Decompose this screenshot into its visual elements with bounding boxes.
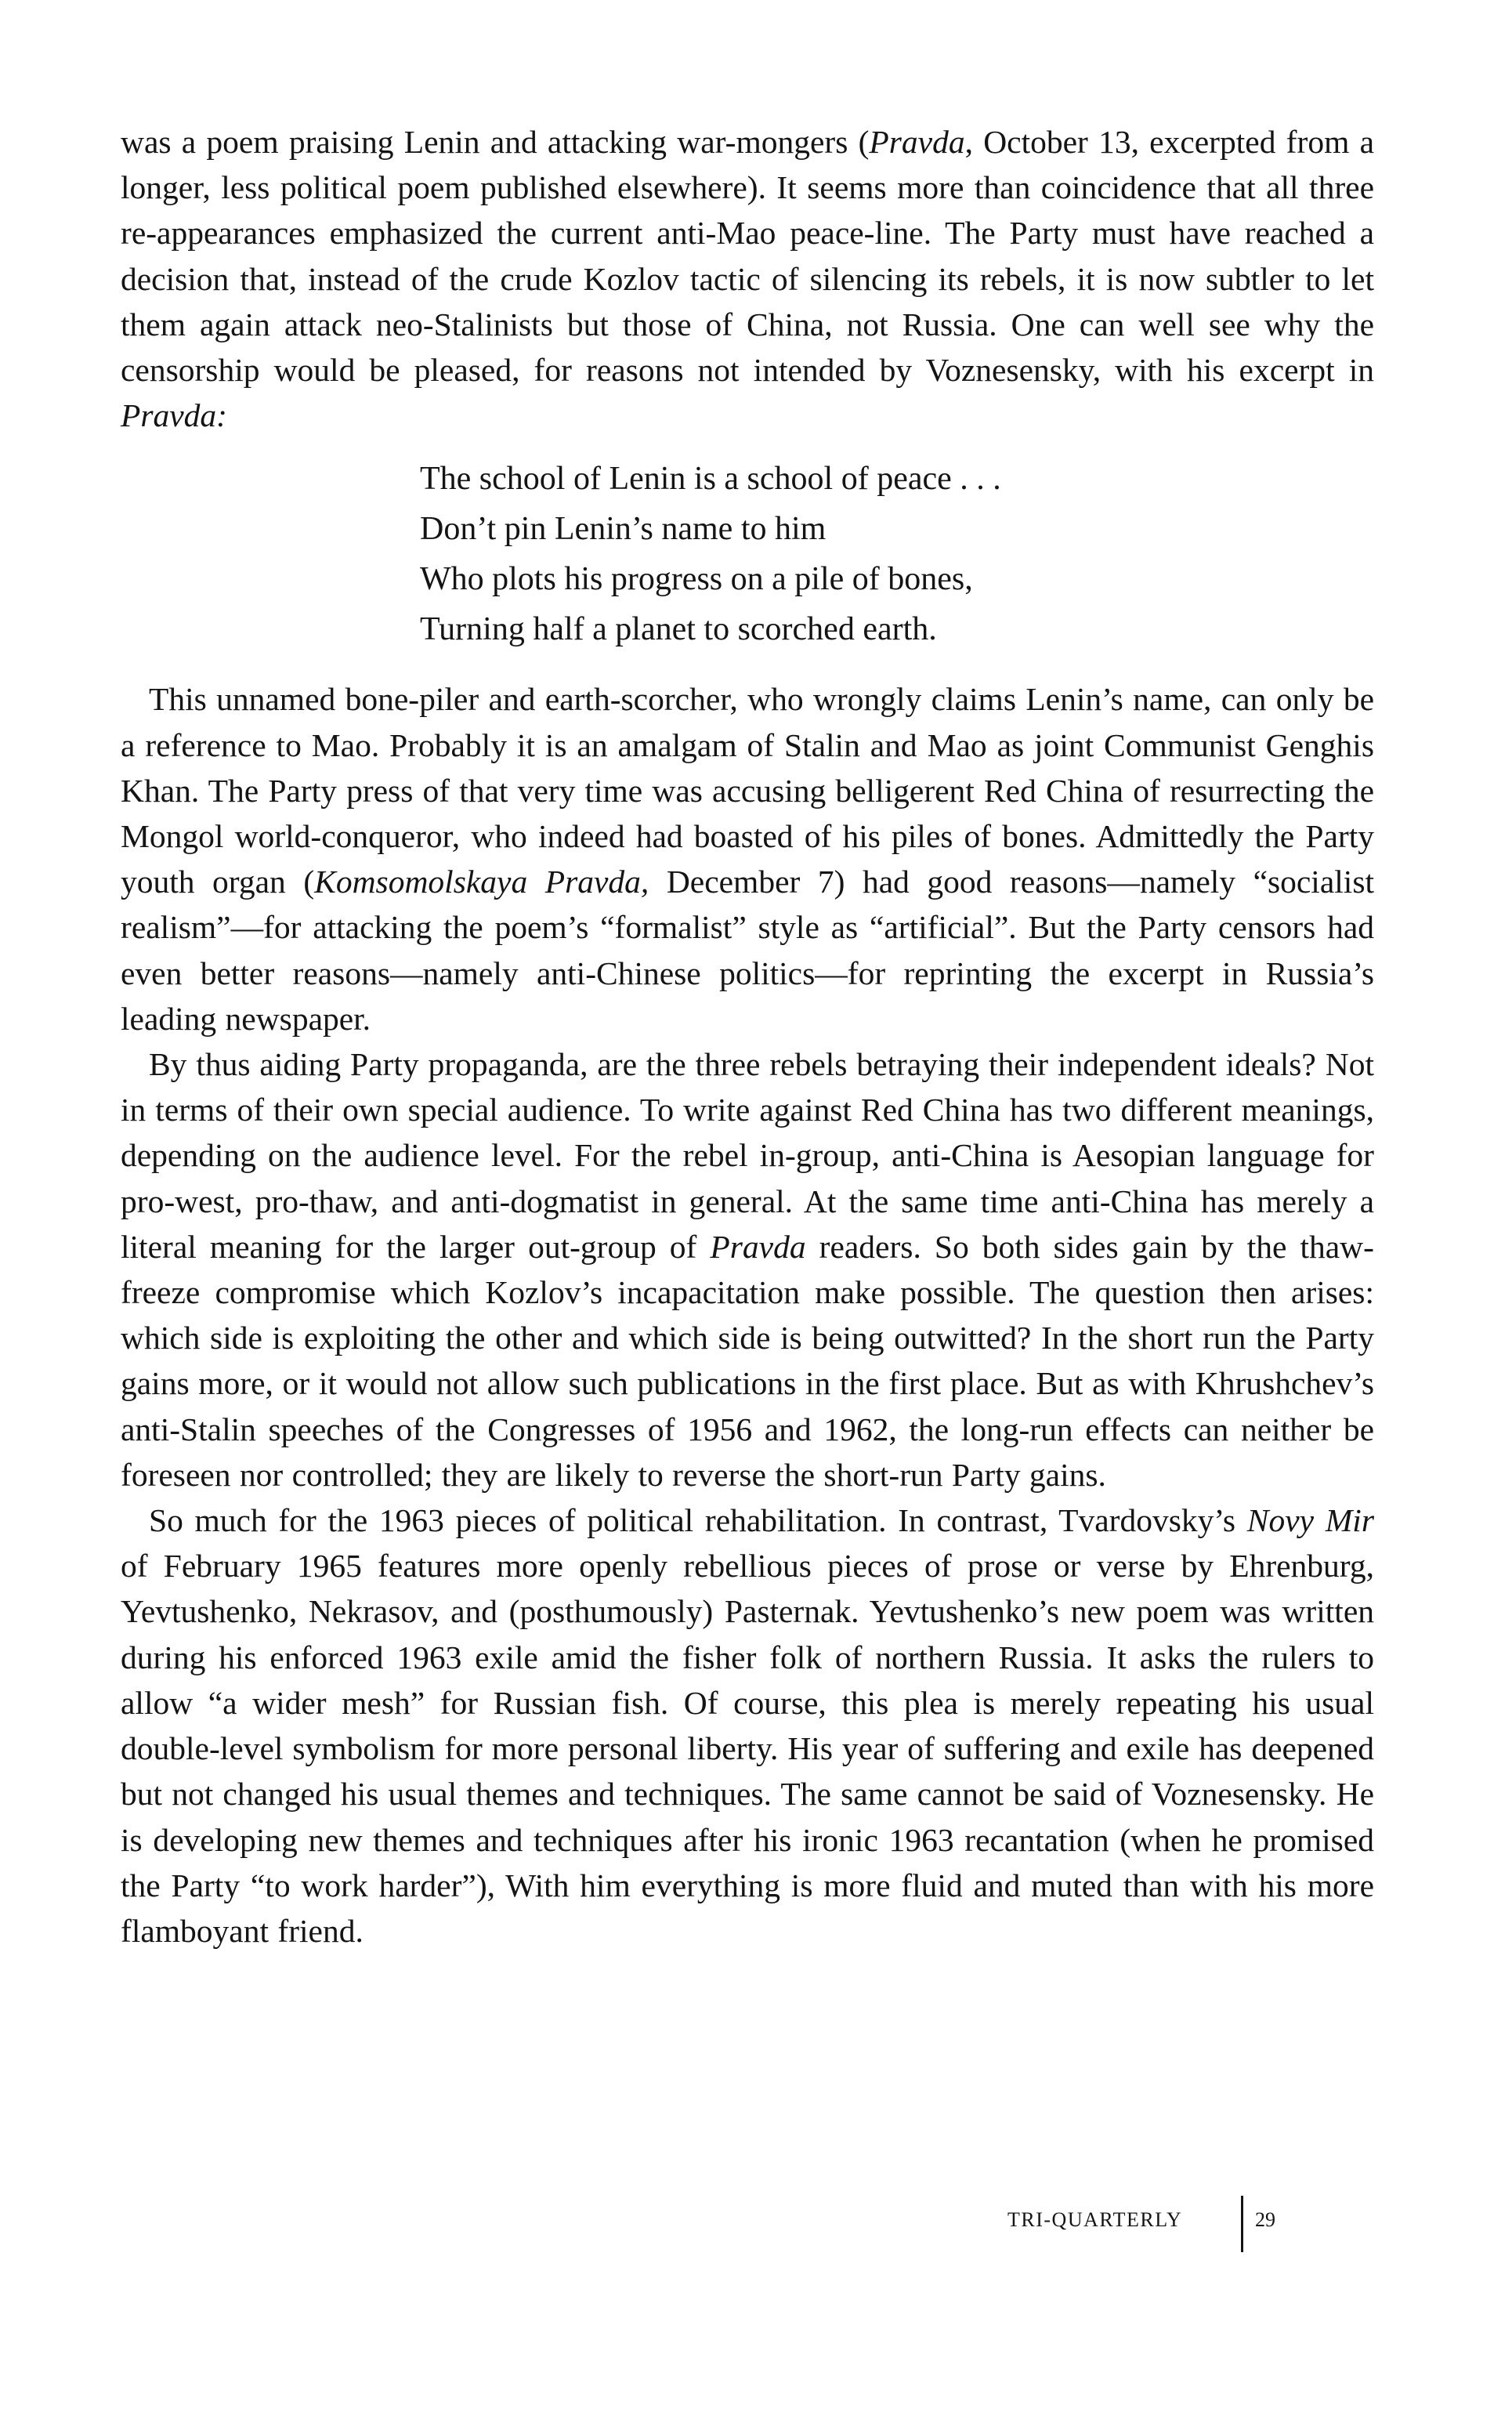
page-number: 29 xyxy=(1255,2208,1275,2231)
verse-line: Turning half a planet to scorched earth. xyxy=(420,611,937,648)
paragraph-3-text-a: By thus aiding Party propaganda, are the three rebels betraying their independent ideals? Not in terms of their own special audience. To write against Red China has two different meanings, depending on the audience level. For the rebel in-group, anti-China is Aesopian language for pro-west, pro-thaw, and anti-dogmatist in general. At the same time anti-China has merely a literal meaning for the larger out-group of xyxy=(121,1046,1374,1265)
paragraph-2-text-c: December 7) had good reasons—namely “socialist realism”—for attacking the poem’s “formalist” style as “artificial”. But the Party censors had even better reasons—namely anti-Chinese politics—for reprinting the excerpt in Russia’s leading newspaper. xyxy=(121,864,1374,1037)
verse-line: Don’t pin Lenin’s name to him xyxy=(420,511,827,548)
paragraph-1-italic-pravda-end: Pravda: xyxy=(121,397,227,434)
paragraph-2 xyxy=(121,676,1374,1041)
paragraph-1-text-c: , October 13, excerpted from a longer, less political poem published elsewhere). It seems more than coincidence that all three re-appearances emphasized the current anti-Mao peace-line. The Party must have reached a decision that, instead of the crude Kozlov tactic of silencing its rebels, it is now subtler to let them again attack neo-Stalinists but those of China, not Russia. One can well see why the censorship would be pleased, for reasons not intended by Voznesensky, with his excerpt in xyxy=(121,124,1374,389)
paragraph-4 xyxy=(121,1498,1374,1954)
page-footer xyxy=(1007,2196,1321,2258)
paragraph-2-italic-komsomolskaya: Komsomolskaya Pravda, xyxy=(314,864,649,900)
paragraph-4-text-a: So much for the 1963 pieces of political rehabilitation. In contrast, Tvardovsky’s xyxy=(149,1502,1247,1539)
paragraph-1 xyxy=(121,119,1374,438)
verse-quotation xyxy=(420,454,1374,654)
paragraph-3-text-c: readers. So both sides gain by the thaw-freeze compromise which Kozlov’s incapacitation make possible. The question then arises: which side is exploiting the other and which side is being outwitted? In the short run the Party gains more, or it would not allow such publications in the first place. But as with Khrushchev’s anti-Stalin speeches of the Congresses of 1956 and 1962, the long-run effects can neither be foreseen nor controlled; they are likely to reverse the short-run Party gains. xyxy=(121,1228,1374,1493)
paragraph-1-text-a: was a poem praising Lenin and attacking war-mongers ( xyxy=(121,124,870,160)
verse-line: Who plots his progress on a pile of bones, xyxy=(420,561,973,598)
paragraph-1-italic-pravda: Pravda xyxy=(869,124,965,160)
paragraph-2-text-a: This unnamed bone-piler and earth-scorcher, who wrongly claims Lenin’s name, can only be a reference to Mao. Probably it is an amalgam of Stalin and Mao as joint Communist Genghis Khan. The Party press of that very time was accusing belligerent Red China of resurrecting the Mongol world-conqueror, who indeed had boasted of his piles of bones. Admittedly the Party youth organ ( xyxy=(121,681,1374,900)
paragraph-4-italic-novy-mir: Novy Mir xyxy=(1246,1502,1374,1539)
paragraph-3-italic-pravda: Pravda xyxy=(710,1228,806,1265)
paragraph-4-text-c: of February 1965 features more openly rebellious pieces of prose or verse by Ehrenburg, Yevtushenko, Nekrasov, and (posthumously) Pasternak. Yevtushenko’s new poem was written during his enforced 1963 exile amid the fisher folk of northern Russia. It asks the rulers to allow “a wider mesh” for Russian fish. Of course, this plea is merely repeating his usual double-level symbolism for more personal liberty. His year of suffering and exile has deepened but not changed his usual themes and techniques. The same cannot be said of Voznesensky. He is developing new themes and techniques after his ironic 1963 recantation (when he promised the Party “to work harder”), With him everything is more fluid and muted than with his more flamboyant friend. xyxy=(121,1548,1374,1949)
article-body xyxy=(121,119,1374,1954)
verse-line: The school of Lenin is a school of peace . . . xyxy=(420,461,1001,498)
footer-divider xyxy=(1241,2196,1243,2252)
paragraph-3 xyxy=(121,1041,1374,1498)
journal-name: TRI-QUARTERLY xyxy=(1007,2208,1183,2231)
